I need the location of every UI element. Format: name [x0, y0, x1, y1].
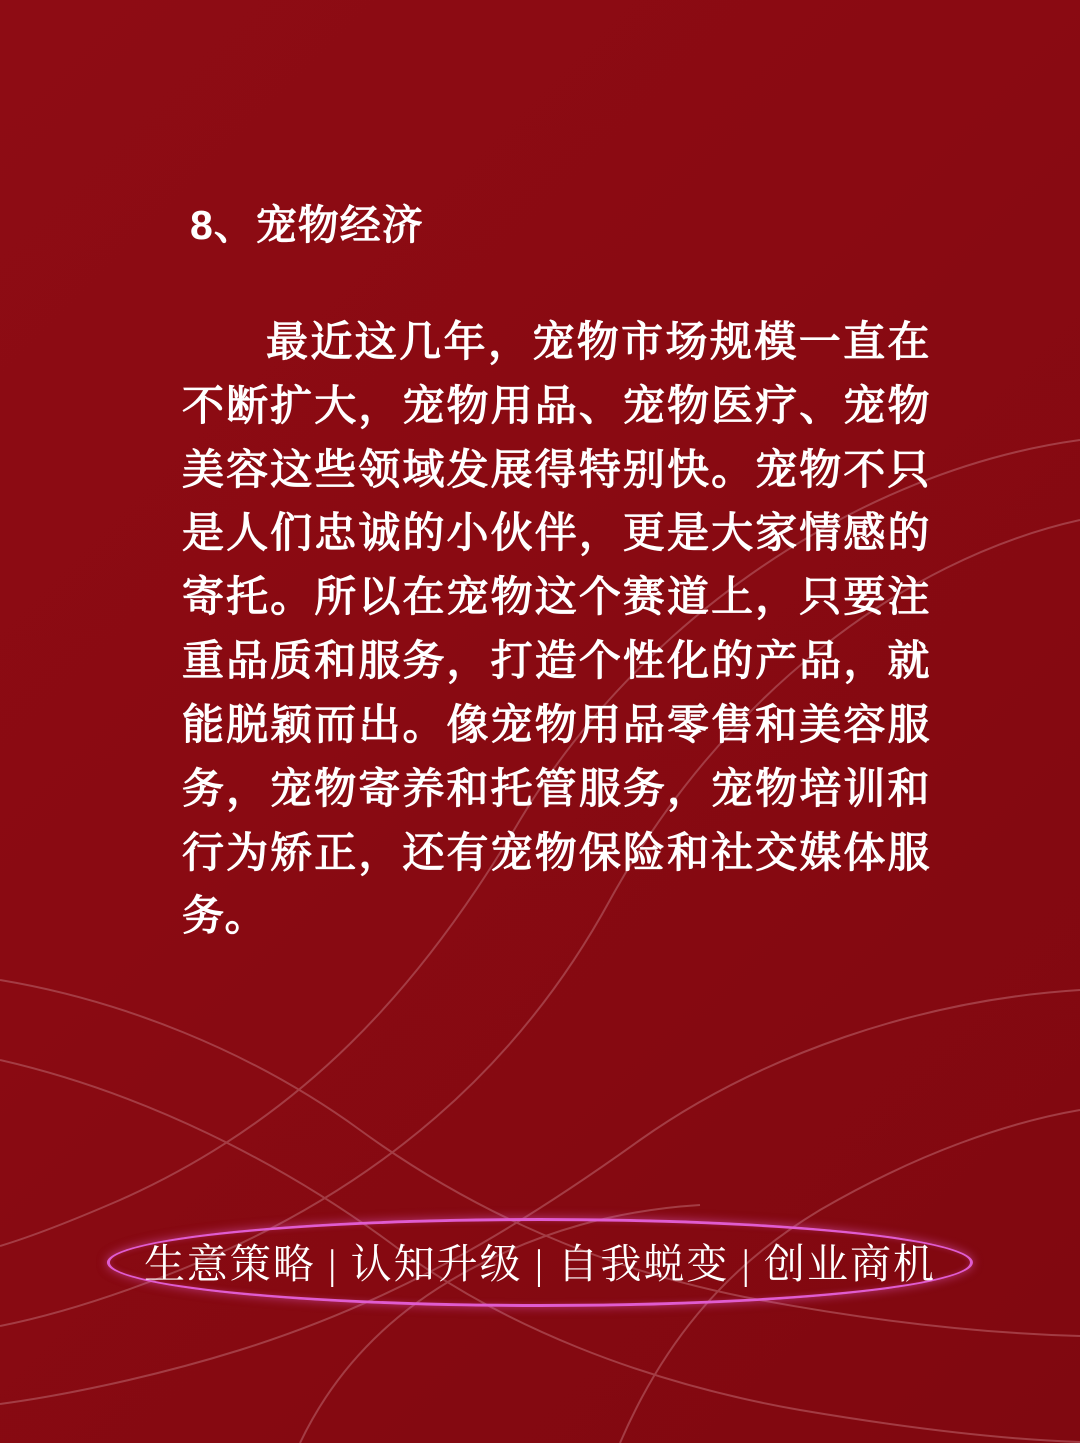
footer-tagline: [107, 1218, 973, 1307]
body-paragraph: 最近这几年，宠物市场规模一直在不断扩大，宠物用品、宠物医疗、宠物美容这些领域发展得特别快。宠物不只是人们忠诚的小伙伴，更是大家情感的寄托。所以在宠物这个赛道上，只要注重品质和服务，打造个性化的产品，就能脱颖而出。像宠物用品零售和美容服务，宠物寄养和托管服务，宠物培训和行为矫正，还有宠物保险和社交媒体服务。: [182, 318, 930, 940]
footer-pill-outline: [107, 1218, 973, 1307]
section-heading: 8、宠物经济: [190, 202, 424, 248]
footer-tagline-text: 生意策略 | 认知升级 | 自我蜕变 | 创业商机: [143, 1241, 937, 1287]
